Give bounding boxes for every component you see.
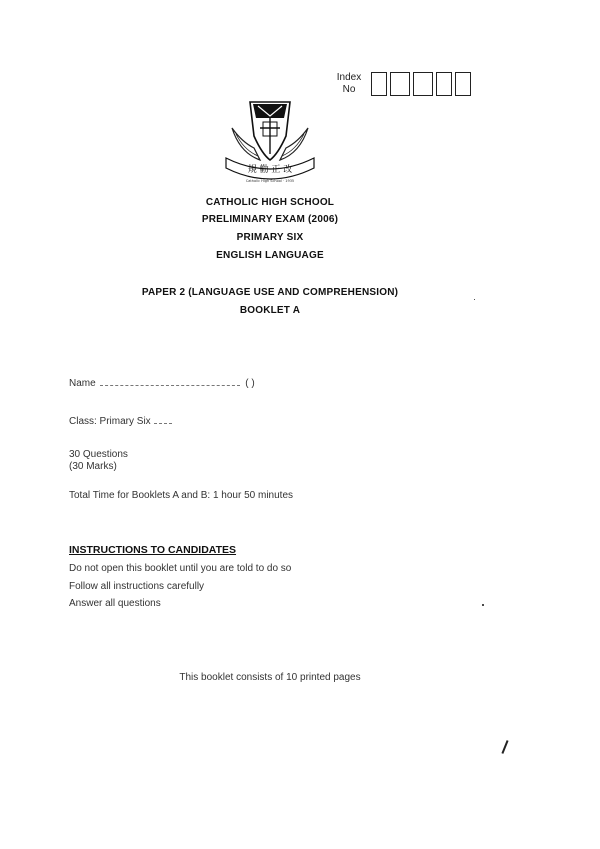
total-time: Total Time for Booklets A and B: 1 hour 50 minutes [69, 490, 294, 501]
school-crest-logo [220, 98, 320, 186]
scan-speck [482, 604, 484, 606]
index-no-label: Index No [336, 72, 362, 95]
svg-text:規 勸 正 改: 規 勸 正 改 [247, 165, 293, 175]
school-name: CATHOLIC HIGH SCHOOL [205, 197, 335, 208]
name-blank-line[interactable] [100, 377, 240, 386]
total-marks: (30 Marks) [69, 461, 117, 472]
paper-title: PAPER 2 (LANGUAGE USE AND COMPREHENSION) [141, 287, 399, 298]
exam-title: PRELIMINARY EXAM (2006) [201, 214, 339, 225]
index-box[interactable] [371, 72, 387, 96]
instruction-item: Do not open this booklet until you are told to do so [69, 563, 292, 574]
instruction-item: Follow all instructions carefully [69, 581, 205, 592]
name-field[interactable] [69, 377, 255, 389]
index-box[interactable] [436, 72, 452, 96]
class-blank-line[interactable] [154, 415, 172, 424]
index-box[interactable] [390, 72, 410, 96]
pen-mark [501, 740, 508, 754]
class-label: Class: Primary Six [69, 416, 151, 427]
svg-text:Catholic High School · 1935: Catholic High School · 1935 [245, 179, 295, 183]
class-field[interactable] [69, 415, 172, 427]
name-label: Name [69, 378, 96, 389]
question-count: 30 Questions [69, 449, 128, 460]
index-no-boxes [371, 72, 471, 96]
page-count-note: This booklet consists of 10 printed pages [179, 672, 361, 683]
level-title: PRIMARY SIX [236, 232, 304, 243]
index-box[interactable] [413, 72, 433, 96]
subject-title: ENGLISH LANGUAGE [216, 250, 324, 261]
scan-speck [474, 299, 475, 300]
index-box[interactable] [455, 72, 471, 96]
register-number-brackets: ( ) [245, 378, 255, 389]
booklet-title: BOOKLET A [239, 305, 301, 316]
instruction-item: Answer all questions [69, 598, 161, 609]
instructions-title: INSTRUCTIONS TO CANDIDATES [69, 544, 237, 556]
